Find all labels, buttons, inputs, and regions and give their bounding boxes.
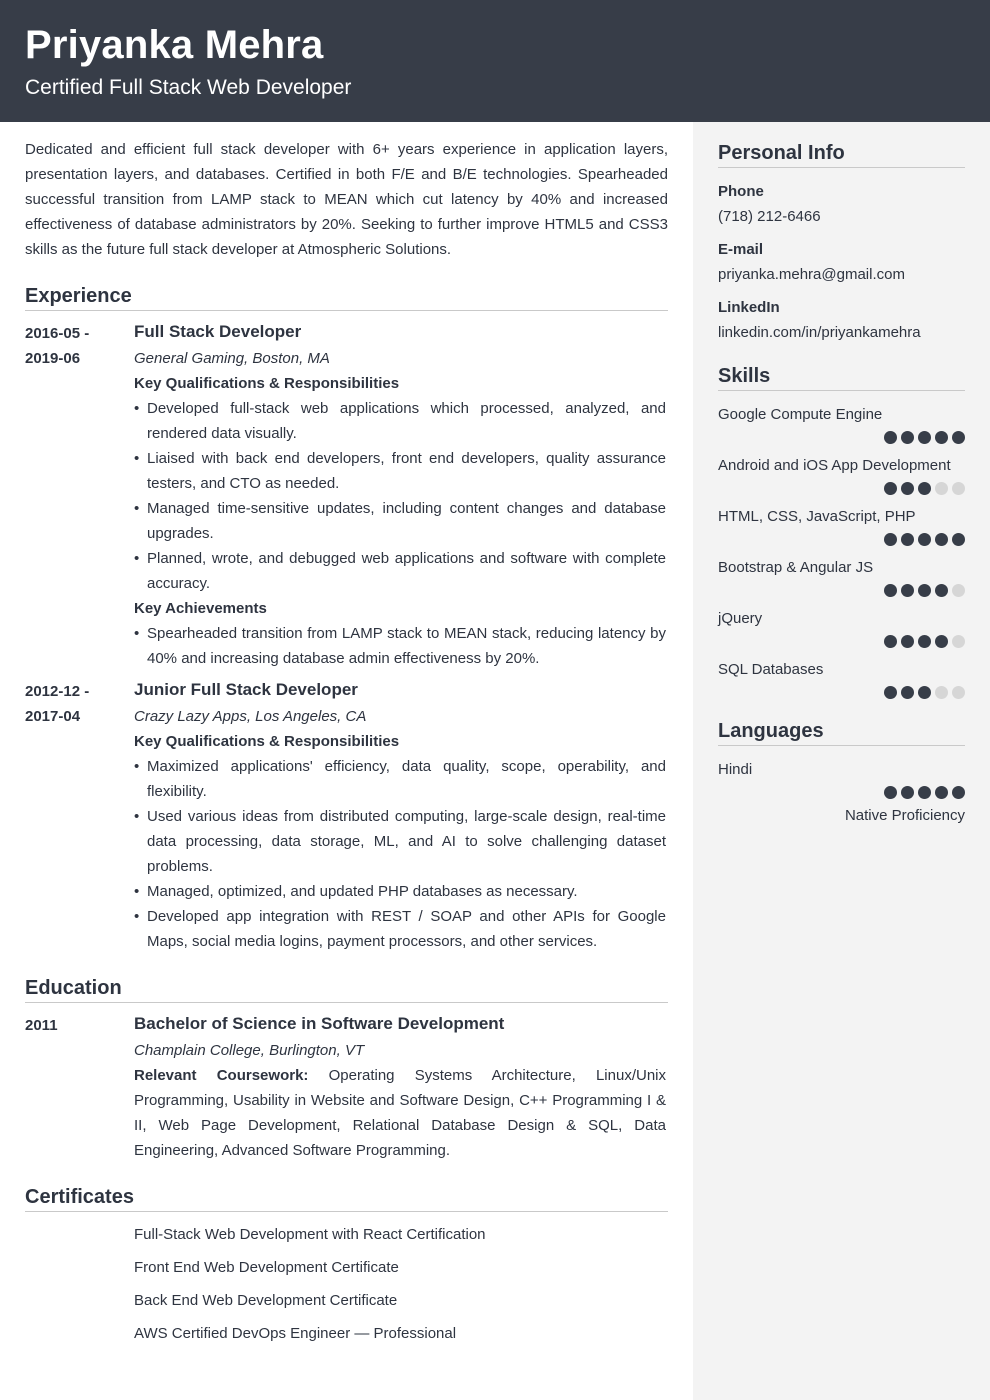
coursework-label: Relevant Coursework: bbox=[134, 1067, 309, 1084]
rating-dot-filled bbox=[901, 786, 914, 799]
rating-dot-filled bbox=[952, 533, 965, 546]
certificates-heading: Certificates bbox=[25, 1184, 668, 1212]
rating-dot-filled bbox=[901, 431, 914, 444]
rating-dot-filled bbox=[901, 482, 914, 495]
job-date-end: 2017-04 bbox=[25, 708, 81, 725]
rating-dot-empty bbox=[952, 635, 965, 648]
rating-dot-filled bbox=[935, 584, 948, 597]
skill-name: Android and iOS App Development bbox=[718, 457, 951, 474]
rating-dot-filled bbox=[935, 786, 948, 799]
certificate-item: Front End Web Development Certificate bbox=[134, 1259, 399, 1276]
qualifications-heading: Key Qualifications & Responsibilities bbox=[134, 733, 400, 750]
list-item: • Managed, optimized, and updated PHP databases as necessary. bbox=[134, 879, 666, 904]
skill-name: SQL Databases bbox=[718, 661, 824, 678]
degree-title: Bachelor of Science in Software Development bbox=[134, 1014, 505, 1033]
rating-dot-filled bbox=[918, 482, 931, 495]
coursework-text: Operating Systems Architecture, Linux/Unix Programming, Usability in Website and Software Design, C++ Programming I & II, Web Page Development, Relational Database Design & SQL, Data Engineering, Advanced Software Programming. bbox=[134, 1067, 667, 1159]
education-heading: Education bbox=[25, 975, 668, 1003]
rating-dot-filled bbox=[901, 533, 914, 546]
phone-label: Phone bbox=[718, 183, 764, 200]
rating-dot-filled bbox=[884, 431, 897, 444]
rating-dot-filled bbox=[952, 786, 965, 799]
list-item: • Developed full-stack web applications which processed, analyzed, and rendered data visually. bbox=[134, 396, 666, 446]
skill-rating bbox=[718, 431, 965, 444]
phone-value: (718) 212-6466 bbox=[718, 208, 821, 225]
rating-dot-filled bbox=[918, 686, 931, 699]
skill-name: jQuery bbox=[718, 610, 763, 627]
qualifications-heading: Key Qualifications & Responsibilities bbox=[134, 375, 400, 392]
certificate-item: Full-Stack Web Development with React Certification bbox=[134, 1226, 486, 1243]
skill-rating bbox=[718, 533, 965, 546]
email-value[interactable]: priyanka.mehra@gmail.com bbox=[718, 266, 905, 283]
list-item: • Used various ideas from distributed computing, large-scale design, real-time data processing, data storage, ML, and AI to solve challenging dataset problems. bbox=[134, 804, 666, 879]
languages-heading: Languages bbox=[718, 718, 965, 746]
skill-rating bbox=[718, 635, 965, 648]
education-details bbox=[134, 1013, 666, 1163]
rating-dot-filled bbox=[884, 482, 897, 495]
rating-dot-empty bbox=[952, 686, 965, 699]
email-label: E-mail bbox=[718, 241, 764, 258]
personal-info-heading: Personal Info bbox=[718, 140, 965, 168]
skill-item bbox=[718, 453, 965, 495]
skill-item bbox=[718, 504, 965, 546]
resume-header bbox=[0, 0, 990, 122]
language-proficiency: Native Proficiency bbox=[844, 807, 965, 824]
rating-dot-filled bbox=[884, 584, 897, 597]
job-date-start: 2016-05 - bbox=[25, 325, 90, 342]
achievements-list bbox=[134, 621, 666, 671]
achievements-heading: Key Achievements bbox=[134, 600, 267, 617]
job-role: Full Stack Developer bbox=[134, 322, 302, 341]
rating-dot-filled bbox=[901, 635, 914, 648]
experience-entry bbox=[25, 321, 668, 671]
linkedin-value[interactable]: linkedin.com/in/priyankamehra bbox=[718, 324, 921, 341]
experience-heading: Experience bbox=[25, 283, 668, 311]
certificate-item: Back End Web Development Certificate bbox=[134, 1292, 398, 1309]
profile-summary: Dedicated and efficient full stack developer with 6+ years experience in application layers, presentation layers, and databases. Certified in both F/E and B/E technologies. Spearheaded successful transition from LAMP stack to MEAN which cut latency by 40% and increased effectiveness of database administrators by 20%. Seeking to further improve HTML5 and CSS3 skills as the future full stack developer at Atmospheric Solutions. bbox=[25, 141, 668, 258]
rating-dot-filled bbox=[884, 533, 897, 546]
list-item: • Planned, wrote, and debugged web applications and software with complete accuracy. bbox=[134, 546, 666, 596]
list-item: • Spearheaded transition from LAMP stack to MEAN stack, reducing latency by 40% and increasing database admin effectiveness by 20%. bbox=[134, 621, 666, 671]
skill-name: Google Compute Engine bbox=[718, 406, 883, 423]
skill-name: Bootstrap & Angular JS bbox=[718, 559, 874, 576]
rating-dot-filled bbox=[918, 786, 931, 799]
rating-dot-filled bbox=[935, 635, 948, 648]
job-role: Junior Full Stack Developer bbox=[134, 680, 358, 699]
rating-dot-empty bbox=[952, 482, 965, 495]
rating-dot-empty bbox=[952, 584, 965, 597]
rating-dot-filled bbox=[884, 635, 897, 648]
linkedin-label: LinkedIn bbox=[718, 299, 780, 316]
language-item bbox=[718, 757, 965, 828]
rating-dot-filled bbox=[918, 431, 931, 444]
list-item: • Liaised with back end developers, front end developers, quality assurance testers, and CTO as needed. bbox=[134, 446, 666, 496]
job-organization: Crazy Lazy Apps, Los Angeles, CA bbox=[134, 708, 367, 725]
list-item: • Developed app integration with REST / SOAP and other APIs for Google Maps, social media logins, payment processors, and other services. bbox=[134, 904, 666, 954]
skill-item bbox=[718, 657, 965, 699]
rating-dot-filled bbox=[884, 786, 897, 799]
certificates-list bbox=[25, 1222, 668, 1346]
rating-dot-filled bbox=[901, 584, 914, 597]
language-rating bbox=[718, 786, 965, 799]
skills-list bbox=[718, 402, 965, 699]
rating-dot-filled bbox=[884, 686, 897, 699]
main-column bbox=[25, 137, 668, 1354]
skill-rating bbox=[718, 584, 965, 597]
job-date-start: 2012-12 - bbox=[25, 683, 90, 700]
education-entry bbox=[25, 1013, 668, 1163]
rating-dot-filled bbox=[935, 533, 948, 546]
sidebar bbox=[693, 122, 990, 1400]
job-dates bbox=[25, 321, 134, 671]
rating-dot-filled bbox=[935, 431, 948, 444]
rating-dot-empty bbox=[935, 686, 948, 699]
language-name: Hindi bbox=[718, 761, 753, 778]
rating-dot-empty bbox=[935, 482, 948, 495]
skill-item bbox=[718, 402, 965, 444]
rating-dot-filled bbox=[952, 431, 965, 444]
skill-item bbox=[718, 555, 965, 597]
school-name: Champlain College, Burlington, VT bbox=[134, 1042, 365, 1059]
job-details bbox=[134, 321, 666, 671]
coursework bbox=[134, 1063, 666, 1163]
job-date-end: 2019-06 bbox=[25, 350, 81, 367]
experience-entry bbox=[25, 679, 668, 954]
job-dates bbox=[25, 679, 134, 954]
qualifications-list bbox=[134, 754, 666, 954]
list-item: • Maximized applications' efficiency, data quality, scope, operability, and flexibility. bbox=[134, 754, 666, 804]
skill-rating bbox=[718, 686, 965, 699]
job-organization: General Gaming, Boston, MA bbox=[134, 350, 330, 367]
skills-heading: Skills bbox=[718, 363, 965, 391]
certificate-item: AWS Certified DevOps Engineer — Professional bbox=[134, 1325, 457, 1342]
candidate-name: Priyanka Mehra bbox=[25, 23, 324, 67]
skill-item bbox=[718, 606, 965, 648]
rating-dot-filled bbox=[918, 584, 931, 597]
qualifications-list bbox=[134, 396, 666, 596]
skill-name: HTML, CSS, JavaScript, PHP bbox=[718, 508, 916, 525]
skill-rating bbox=[718, 482, 965, 495]
job-details bbox=[134, 679, 666, 954]
rating-dot-filled bbox=[901, 686, 914, 699]
education-date: 2011 bbox=[25, 1017, 58, 1034]
candidate-title: Certified Full Stack Web Developer bbox=[25, 76, 352, 99]
rating-dot-filled bbox=[918, 635, 931, 648]
list-item: • Managed time-sensitive updates, including content changes and database upgrades. bbox=[134, 496, 666, 546]
rating-dot-filled bbox=[918, 533, 931, 546]
